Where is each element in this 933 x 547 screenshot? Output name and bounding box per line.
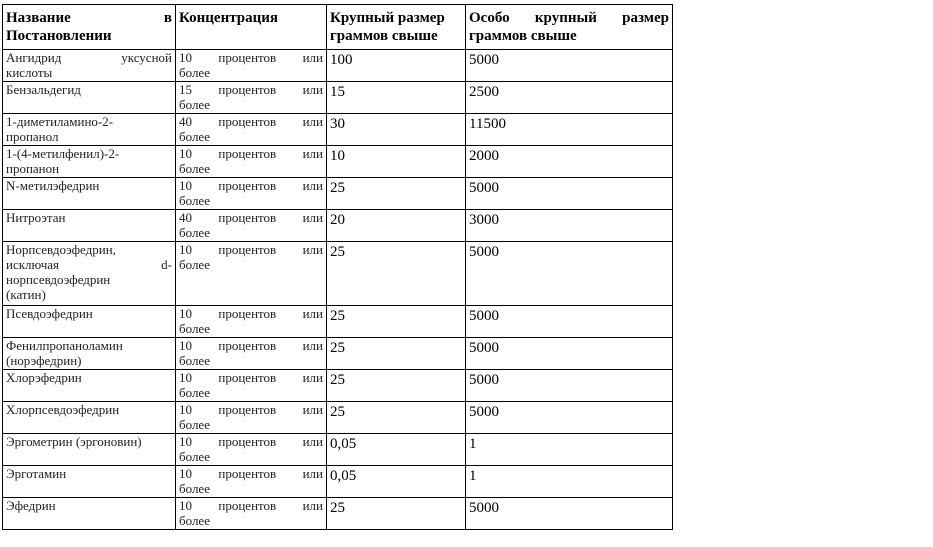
table-row [3,146,673,178]
cell-very-large-size: 2500 [466,82,673,114]
table-row [3,434,673,466]
cell-very-large-size: 5000 [466,178,673,210]
concentration-word: процентов [218,50,277,65]
concentration-more: более [179,513,210,528]
cell-substance-name [3,466,176,498]
name-line: кислоты [6,65,53,80]
table-row [3,178,673,210]
concentration-word: процентов [218,210,277,225]
table-row [3,50,673,82]
concentration-more: более [179,97,210,112]
cell-concentration [176,114,327,146]
concentration-more: более [179,257,210,272]
cell-large-size: 30 [327,114,466,146]
cell-substance-name [3,242,176,306]
precursor-table [2,4,673,530]
cell-very-large-size: 1 [466,434,673,466]
concentration-line [179,146,323,161]
cell-very-large-size: 2000 [466,146,673,178]
name-line: Хлорпсевдоэфедрин [6,402,120,417]
concentration-word: или [302,50,323,65]
concentration-word: или [302,466,323,481]
cell-large-size: 10 [327,146,466,178]
concentration-word: или [302,402,323,417]
name-line [6,257,172,272]
name-word: d- [161,257,172,272]
concentration-word: процентов [218,370,277,385]
cell-substance-name [3,370,176,402]
cell-large-size: 25 [327,370,466,402]
cell-large-size: 0,05 [327,466,466,498]
cell-substance-name [3,402,176,434]
concentration-more: более [179,193,210,208]
concentration-word: 15 [179,82,192,97]
name-word: уксусной [121,50,172,65]
concentration-line [179,466,323,481]
concentration-more: более [179,417,210,432]
cell-concentration [176,82,327,114]
table-row [3,338,673,370]
concentration-word: процентов [218,498,277,513]
name-line: Эргометрин (эргоновин) [6,434,142,449]
concentration-word: 10 [179,178,192,193]
concentration-word: или [302,178,323,193]
concentration-word: процентов [218,114,277,129]
concentration-word: процентов [218,82,277,97]
concentration-line [179,178,323,193]
cell-very-large-size: 5000 [466,402,673,434]
concentration-word: 10 [179,242,192,257]
cell-substance-name [3,498,176,530]
concentration-more: более [179,321,210,336]
cell-concentration [176,498,327,530]
table-row [3,402,673,434]
cell-substance-name [3,338,176,370]
name-line: Хлорэфедрин [6,370,82,385]
cell-concentration [176,402,327,434]
concentration-word: или [302,146,323,161]
name-line: пропанон [6,161,60,176]
table-row [3,210,673,242]
cell-concentration [176,178,327,210]
concentration-word: процентов [218,178,277,193]
name-line: Эфедрин [6,498,56,513]
name-line [6,50,172,65]
table-row [3,242,673,306]
concentration-more: более [179,161,210,176]
name-line: 1-(4-метилфенил)-2- [6,146,120,161]
concentration-more: более [179,225,210,240]
name-line: (норэфедрин) [6,353,82,368]
concentration-word: процентов [218,146,277,161]
cell-concentration [176,338,327,370]
cell-large-size: 25 [327,306,466,338]
concentration-line [179,434,323,449]
concentration-word: 10 [179,498,192,513]
cell-concentration [176,50,327,82]
cell-substance-name [3,82,176,114]
cell-very-large-size: 3000 [466,210,673,242]
concentration-line [179,242,323,257]
cell-very-large-size: 11500 [466,114,673,146]
header-large-size: Крупный размер граммов свыше [327,5,466,50]
name-line: Бензальдегид [6,82,81,97]
cell-substance-name [3,114,176,146]
concentration-line [179,82,323,97]
cell-large-size: 0,05 [327,434,466,466]
table-row [3,306,673,338]
cell-concentration [176,370,327,402]
concentration-word: или [302,306,323,321]
cell-concentration [176,242,327,306]
concentration-word: или [302,370,323,385]
name-word: исключая [6,257,60,272]
concentration-line [179,306,323,321]
concentration-word: 10 [179,434,192,449]
concentration-word: 10 [179,466,192,481]
concentration-more: более [179,353,210,368]
cell-concentration [176,466,327,498]
concentration-word: 40 [179,210,192,225]
cell-very-large-size: 5000 [466,498,673,530]
cell-large-size: 25 [327,402,466,434]
concentration-more: более [179,385,210,400]
name-line: Псевдоэфедрин [6,306,93,321]
name-line: N-метилэфедрин [6,178,100,193]
cell-large-size: 20 [327,210,466,242]
cell-concentration [176,146,327,178]
name-line: Эрготамин [6,466,67,481]
concentration-word: или [302,82,323,97]
name-line: Нитроэтан [6,210,66,225]
header-name-line2: Постановлении [6,28,112,44]
concentration-word: процентов [218,434,277,449]
cell-very-large-size: 5000 [466,306,673,338]
concentration-more: более [179,481,210,496]
concentration-word: процентов [218,338,277,353]
concentration-word: процентов [218,242,277,257]
concentration-word: процентов [218,466,277,481]
cell-large-size: 25 [327,242,466,306]
cell-large-size: 25 [327,338,466,370]
name-line: пропанол [6,129,59,144]
concentration-line [179,210,323,225]
table-row [3,114,673,146]
cell-large-size: 25 [327,498,466,530]
table-row [3,370,673,402]
name-line: Фенилпропаноламин [6,338,123,353]
cell-substance-name [3,210,176,242]
concentration-line [179,370,323,385]
table-row [3,82,673,114]
concentration-line [179,338,323,353]
concentration-word: 10 [179,402,192,417]
header-name-word2: в [163,10,172,26]
cell-very-large-size: 5000 [466,242,673,306]
concentration-line [179,498,323,513]
name-line: 1-диметиламино-2- [6,114,114,129]
concentration-word: или [302,498,323,513]
header-name-word1: Название [6,10,71,26]
concentration-word: или [302,210,323,225]
concentration-word: процентов [218,306,277,321]
concentration-word: или [302,338,323,353]
cell-substance-name [3,306,176,338]
concentration-word: 10 [179,370,192,385]
cell-substance-name [3,178,176,210]
cell-substance-name [3,146,176,178]
concentration-more: более [179,65,210,80]
cell-large-size: 25 [327,178,466,210]
header-name [3,5,176,50]
concentration-word: 10 [179,306,192,321]
cell-substance-name [3,434,176,466]
concentration-word: 10 [179,146,192,161]
cell-substance-name [3,50,176,82]
table-body [3,50,673,530]
cell-concentration [176,306,327,338]
cell-very-large-size: 5000 [466,50,673,82]
concentration-line [179,50,323,65]
cell-large-size: 15 [327,82,466,114]
concentration-word: 10 [179,50,192,65]
cell-concentration [176,210,327,242]
concentration-word: или [302,242,323,257]
cell-large-size: 100 [327,50,466,82]
cell-very-large-size: 5000 [466,370,673,402]
cell-concentration [176,434,327,466]
table-row [3,466,673,498]
concentration-line [179,114,323,129]
table-row [3,498,673,530]
name-line: норпсевдоэфедрин [6,272,111,287]
header-very-large-size: Особо крупный размер граммов свыше [466,5,673,50]
name-word: Ангидрид [6,50,62,65]
concentration-more: более [179,449,210,464]
concentration-word: 10 [179,338,192,353]
concentration-word: или [302,114,323,129]
name-line: Норпсевдоэфедрин, [6,242,116,257]
concentration-word: процентов [218,402,277,417]
cell-very-large-size: 1 [466,466,673,498]
concentration-more: более [179,129,210,144]
concentration-word: или [302,434,323,449]
concentration-line [179,402,323,417]
table-header-row [3,5,673,50]
header-concentration: Концентрация [176,5,327,50]
cell-very-large-size: 5000 [466,338,673,370]
concentration-word: 40 [179,114,192,129]
name-line: (катин) [6,287,46,302]
